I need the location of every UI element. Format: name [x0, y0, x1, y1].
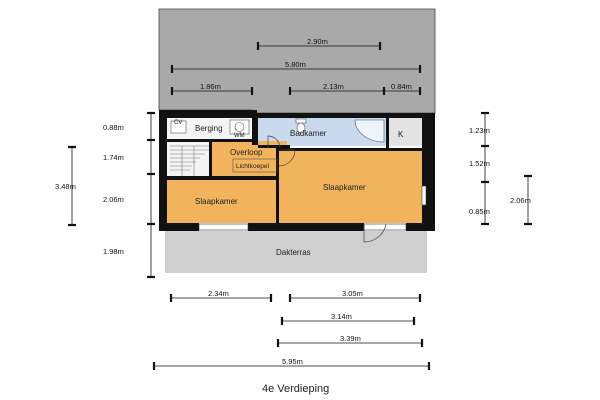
washer: [230, 120, 249, 134]
dim-top-0-84-label: 0.84m: [391, 82, 412, 91]
dim-left-1-98: [147, 224, 155, 277]
badkamer-label: Badkamer: [290, 129, 327, 138]
dim-left-2-06-label: 2.06m: [103, 195, 124, 204]
dim-top-2-13-label: 2.13m: [323, 82, 344, 91]
dim-top-2-90-label: 2.90m: [307, 37, 328, 46]
dim-bottom-3-14-label: 3.14m: [331, 312, 352, 321]
window-left: [199, 224, 248, 230]
wm-label: WM: [234, 133, 245, 139]
dim-bottom-3-39-label: 3.39m: [340, 334, 361, 343]
dim-right-1-52-label: 1.52m: [469, 159, 490, 168]
dim-top-5-80-label: 5.80m: [285, 60, 306, 69]
dim-bottom-3-05-label: 3.05m: [342, 289, 363, 298]
dim-left-0-88: [147, 113, 155, 140]
dim-left-2-06: [147, 174, 155, 224]
window-east: [422, 186, 426, 205]
floor-title: 4e Verdieping: [262, 383, 330, 395]
stair-floor: [167, 142, 212, 176]
slaapkamer-left-label: Slaapkamer: [195, 197, 238, 206]
k-label: K: [398, 130, 404, 139]
dim-right-1-23-label: 1.23m: [469, 126, 490, 135]
dim-bottom-2-34-label: 2.34m: [208, 289, 229, 298]
k-floor: [389, 118, 422, 146]
dim-top-1-86-label: 1.86m: [200, 82, 221, 91]
overloop-label: Overloop: [230, 148, 263, 157]
dim-left-0-88-label: 0.88m: [103, 123, 124, 132]
cv-label: CV: [174, 120, 183, 126]
dim-bottom-5-95-label: 5.95m: [282, 357, 303, 366]
dakterras-label: Dakterras: [276, 248, 311, 257]
slaapkamer-right-label: Slaapkamer: [323, 183, 366, 192]
dim-left-1-98-label: 1.98m: [103, 247, 124, 256]
dim-left-3-48-label: 3.48m: [55, 182, 76, 191]
dim-right-0-85-label: 0.85m: [469, 207, 490, 216]
dim-right-0-85: [481, 182, 489, 224]
berging-label: Berging: [195, 124, 223, 133]
dim-left-1-74-label: 1.74m: [103, 153, 124, 162]
toilet-tank: [296, 119, 306, 123]
lichtkoepel-label: Lichtkoepel: [236, 163, 269, 170]
dim-left-1-74: [147, 140, 155, 174]
dim-right-2-06-label: 2.06m: [510, 196, 531, 205]
